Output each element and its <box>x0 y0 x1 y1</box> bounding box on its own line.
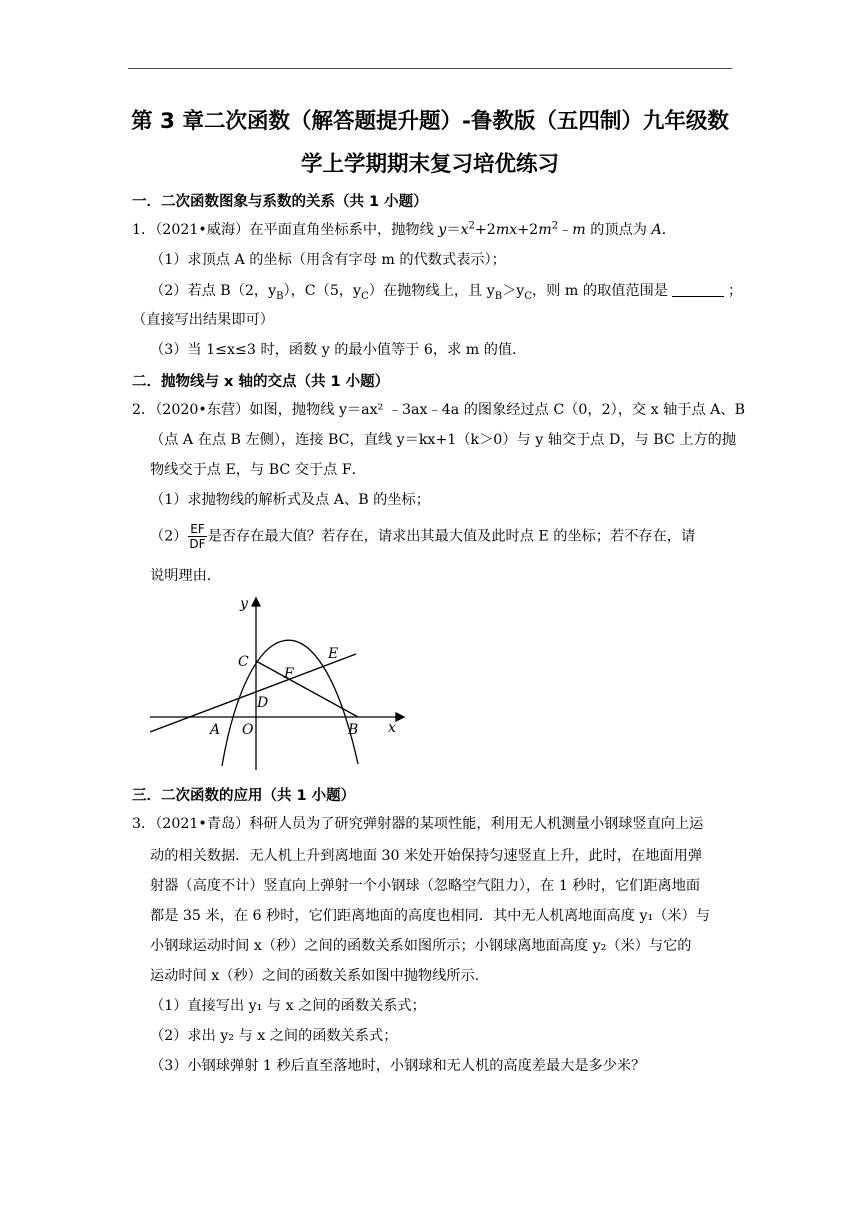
q1-part-3: （3）当 1≤x≤3 时，函数 y 的最小值等于 6，求 m 的值． <box>150 342 527 358</box>
q2-stem-line-3: 物线交于点 E，与 BC 交于点 F． <box>150 462 366 478</box>
label-a: A <box>210 722 221 738</box>
q1-part-2-note: （直接写出结果即可） <box>132 312 274 328</box>
page-title <box>128 100 732 186</box>
line-de <box>150 654 356 732</box>
q3-stem-line-1: 3．（2021•青岛）科研人员为了研究弹射器的某项性能，利用无人机测量小钢球竖直向上运 <box>132 816 704 832</box>
q3-part-3: （3）小钢球弹射 1 秒后直至落地时，小钢球和无人机的高度差最大是多少米？ <box>150 1058 646 1074</box>
label-c: C <box>238 654 249 670</box>
title-line-2: 学上学期期末复习培优练习 <box>300 152 559 177</box>
q2-part-2: （2） $\frac{EF}{DF}$ 是否存在最大值？若存在，请求出其最大值及此时点 E 的坐标；若不存在，请 <box>150 522 696 551</box>
section-2-heading: 二．抛物线与 x 轴的交点（共 1 小题） <box>132 374 390 390</box>
q2-part-2-cont: 说明理由． <box>150 568 221 584</box>
q2-part-1: （1）求抛物线的解析式及点 A、B 的坐标； <box>150 492 430 508</box>
x-axis-arrow <box>396 713 404 721</box>
y-axis-arrow <box>252 598 260 606</box>
q1-stem: 1．（2021•威海）在平面直角坐标系中，抛物线 $y=x^2+2mx+2m^2﹣m$ 的顶点为 A． <box>132 220 676 238</box>
q3-stem-line-5: 小钢球运动时间 x（秒）之间的函数关系如图所示；小钢球离地面高度 y₂（米）与它的 <box>150 938 692 954</box>
section-1-heading: 一．二次函数图象与系数的关系（共 1 小题） <box>132 194 428 210</box>
label-x: x <box>388 720 396 736</box>
segment-bc <box>256 661 358 717</box>
q2-stem-line-2: （点 A 在点 B 左侧），连接 BC，直线 y＝kx+1（k＞0）与 y 轴交于点 D，与 BC 上方的抛 <box>150 432 737 448</box>
q1-part-1: （1）求顶点 A 的坐标（用含有字母 m 的代数式表示）； <box>150 252 506 268</box>
label-e: E <box>328 646 339 662</box>
title-line-1: 第 3 章二次函数（解答题提升题）-鲁教版（五四制）九年级数 <box>131 109 729 134</box>
label-f: F <box>284 666 294 682</box>
q3-part-1: （1）直接写出 y₁ 与 x 之间的函数关系式； <box>150 998 426 1014</box>
q3-stem-line-3: 射器（高度不计）竖直向上弹射一个小钢球（忽略空气阻力），在 1 秒时，它们距离地面 <box>150 878 701 894</box>
label-o: O <box>242 722 254 738</box>
label-y: y <box>240 596 248 612</box>
answer-blank <box>672 282 724 297</box>
q3-stem-line-4: 都是 35 米，在 6 秒时，它们距离地面的高度也相同．其中无人机离地面高度 y₁（米）与 <box>150 908 710 924</box>
top-rule <box>128 68 732 69</box>
label-b: B <box>348 722 359 738</box>
ef-df-fraction: $\frac{EF}{DF}$ <box>189 522 206 551</box>
parabola-figure <box>150 594 410 774</box>
q3-stem-line-6: 运动时间 x（秒）之间的函数关系如图中抛物线所示． <box>150 968 489 984</box>
section-3-heading: 三．二次函数的应用（共 1 小题） <box>132 788 356 804</box>
q2-stem-line-1: 2．（2020•东营）如图，抛物线 y＝ax² ﹣3ax﹣4a 的图象经过点 C（0，2），交 x 轴于点 A、B <box>132 402 746 418</box>
q1-part-2: （2）若点 B（2，$y_B$），C（5，$y_C$）在抛物线上，且 $y_B>y_C$，则 m 的取值范围是 ； <box>150 283 743 302</box>
label-d: D <box>257 695 269 711</box>
q3-part-2: （2）求出 y₂ 与 x 之间的函数关系式； <box>150 1028 398 1044</box>
q3-stem-line-2: 动的相关数据．无人机上升到离地面 30 米处开始保持匀速竖直上升，此时，在地面用弹 <box>150 848 703 864</box>
